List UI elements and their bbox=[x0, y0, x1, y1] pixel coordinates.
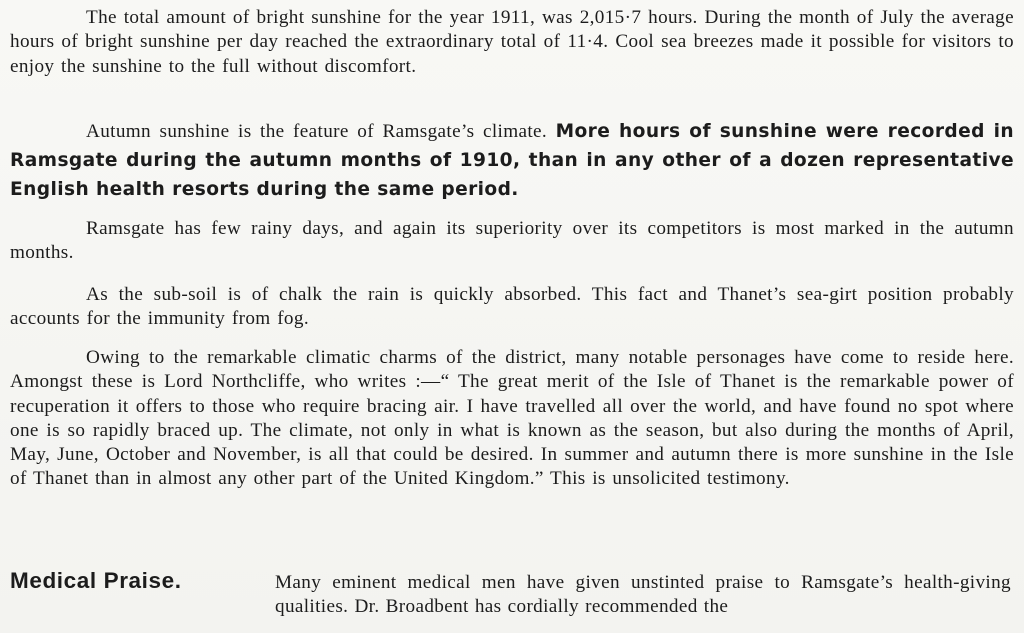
paragraph-sub-soil: As the sub-soil is of chalk the rain is quickly absorbed. This fact and Thanet’s sea-girt position probably accounts for the immunity from fog. bbox=[10, 284, 1014, 330]
paragraph-rainy-days: Ramsgate has few rainy days, and again its superiority over its competitors is most marked in the autumn months. bbox=[10, 218, 1014, 264]
autumn-sunshine-intro: Autumn sunshine is the feature of Ramsgate’s climate. bbox=[86, 121, 548, 142]
paragraph-northcliffe-testimony: Owing to the remarkable climatic charms of the district, many notable personages have come to reside here. Amongst these is Lord Northcliffe, who writes :—“ The great merit of the Isle of Thanet is the remarkable power of recuperation it offers to those who require bracing air. I have travelled all over the world, and have found no spot where one is so rapidly braced up. The climate, not only in what is known as the season, but also during the months of April, May, June, October and November, is all that could be desired. In summer and autumn there is more sunshine in the Isle of Thanet than in almost any other part of the United Kingdom.” This is unsolicited testimony. bbox=[10, 347, 1014, 490]
autumn-sunshine-bold-statement: More hours of sunshine were recorded in Ramsgate during the autumn months of 1910, than in any other of a dozen representative English health resorts during the same period. bbox=[10, 121, 1014, 200]
section-heading-medical-praise: Medical Praise. bbox=[10, 568, 182, 593]
paragraph-sunshine-1911: The total amount of bright sunshine for the year 1911, was 2,015·7 hours. During the month of July the average hours of bright sunshine per day reached the extraordinary total of 11·4. Cool sea breezes made it possible for visitors to enjoy the sunshine to the full without discomfort. bbox=[10, 7, 1014, 77]
paragraph-medical-praise: Many eminent medical men have given unstinted praise to Ramsgate’s health-giving qualities. Dr. Broadbent has cordially recommended the bbox=[275, 572, 1011, 618]
paragraph-autumn-sunshine bbox=[10, 117, 1014, 204]
